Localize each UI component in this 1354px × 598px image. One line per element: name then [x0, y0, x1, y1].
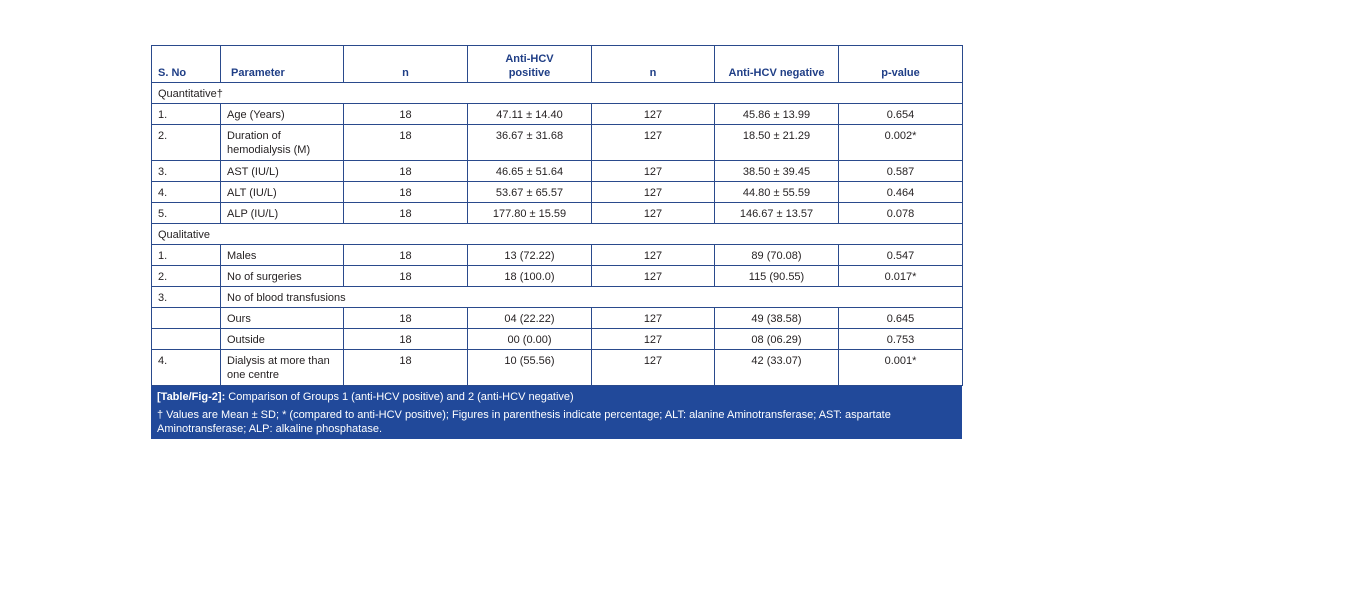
- cell-n-negative: 127: [592, 245, 715, 266]
- cell-sno: 3.: [152, 287, 221, 308]
- section-title: Quantitative†: [152, 83, 963, 104]
- cell-negative-value: 38.50 ± 39.45: [715, 161, 839, 182]
- header-anti-hcv-positive: Anti-HCV positive: [468, 46, 592, 83]
- dagger-symbol: †: [157, 409, 164, 421]
- header-row: [152, 46, 963, 83]
- cell-sno: [152, 329, 221, 350]
- cell-p-value: 0.547: [839, 245, 963, 266]
- cell-sno: 2.: [152, 125, 221, 161]
- cell-parameter: Dialysis at more than one centre: [221, 350, 344, 386]
- cell-positive-value: 47.11 ± 14.40: [468, 104, 592, 125]
- cell-positive-value: 177.80 ± 15.59: [468, 203, 592, 224]
- caption-label: [Table/Fig-2]:: [157, 391, 226, 403]
- cell-p-value: 0.002*: [839, 125, 963, 161]
- cell-n-negative: 127: [592, 329, 715, 350]
- cell-sno: [152, 308, 221, 329]
- table-row: [152, 287, 963, 308]
- cell-n-positive: 18: [344, 350, 468, 386]
- cell-p-value: 0.587: [839, 161, 963, 182]
- cell-n-positive: 18: [344, 161, 468, 182]
- cell-positive-value: 04 (22.22): [468, 308, 592, 329]
- cell-n-negative: 127: [592, 266, 715, 287]
- section-row-qualitative: [152, 224, 963, 245]
- table-row: [152, 245, 963, 266]
- cell-p-value: 0.017*: [839, 266, 963, 287]
- header-anti-hcv-negative: Anti-HCV negative: [715, 46, 839, 83]
- caption-text: Comparison of Groups 1 (anti-HCV positive) and 2 (anti-HCV negative): [225, 391, 574, 403]
- cell-positive-value: 18 (100.0): [468, 266, 592, 287]
- header-n-positive: n: [344, 46, 468, 83]
- cell-parameter: No of blood transfusions: [221, 287, 963, 308]
- cell-parameter: ALP (IU/L): [221, 203, 344, 224]
- cell-negative-value: 44.80 ± 55.59: [715, 182, 839, 203]
- cell-p-value: 0.753: [839, 329, 963, 350]
- cell-positive-value: 36.67 ± 31.68: [468, 125, 592, 161]
- cell-n-positive: 18: [344, 245, 468, 266]
- cell-n-positive: 18: [344, 203, 468, 224]
- section-title: Qualitative: [152, 224, 963, 245]
- table-row: [152, 329, 963, 350]
- footnote-text: Values are Mean ± SD; * (compared to anti-HCV positive); Figures in parenthesis indicate percentage; ALT: alanine Aminotransferase; AST: aspartate Aminotransferase; ALP: alkaline phosphatase.: [157, 409, 891, 435]
- cell-negative-value: 45.86 ± 13.99: [715, 104, 839, 125]
- cell-p-value: 0.645: [839, 308, 963, 329]
- table-row: [152, 161, 963, 182]
- table-row: [152, 308, 963, 329]
- cell-negative-value: 42 (33.07): [715, 350, 839, 386]
- cell-n-positive: 18: [344, 125, 468, 161]
- cell-parameter: Age (Years): [221, 104, 344, 125]
- table-row: [152, 182, 963, 203]
- cell-sno: 2.: [152, 266, 221, 287]
- cell-n-positive: 18: [344, 182, 468, 203]
- cell-n-negative: 127: [592, 308, 715, 329]
- cell-positive-value: 46.65 ± 51.64: [468, 161, 592, 182]
- cell-n-negative: 127: [592, 161, 715, 182]
- cell-n-negative: 127: [592, 182, 715, 203]
- cell-negative-value: 89 (70.08): [715, 245, 839, 266]
- cell-positive-value: 53.67 ± 65.57: [468, 182, 592, 203]
- cell-parameter: AST (IU/L): [221, 161, 344, 182]
- cell-n-positive: 18: [344, 266, 468, 287]
- cell-positive-value: 10 (55.56): [468, 350, 592, 386]
- table-row: [152, 350, 963, 386]
- cell-parameter: No of surgeries: [221, 266, 344, 287]
- cell-positive-value: 00 (0.00): [468, 329, 592, 350]
- cell-sno: 5.: [152, 203, 221, 224]
- caption-title: [157, 390, 956, 404]
- header-p-value: p-value: [839, 46, 963, 83]
- cell-negative-value: 146.67 ± 13.57: [715, 203, 839, 224]
- cell-parameter: ALT (IU/L): [221, 182, 344, 203]
- section-row-quantitative: [152, 83, 963, 104]
- cell-negative-value: 49 (38.58): [715, 308, 839, 329]
- table-row: [152, 203, 963, 224]
- cell-sno: 1.: [152, 245, 221, 266]
- table-row: [152, 125, 963, 161]
- header-parameter: Parameter: [221, 46, 344, 83]
- table-row: [152, 104, 963, 125]
- cell-n-positive: 18: [344, 308, 468, 329]
- cell-n-negative: 127: [592, 125, 715, 161]
- cell-parameter: Males: [221, 245, 344, 266]
- cell-negative-value: 08 (06.29): [715, 329, 839, 350]
- cell-parameter: Ours: [221, 308, 344, 329]
- header-n-negative: n: [592, 46, 715, 83]
- cell-n-negative: 127: [592, 104, 715, 125]
- caption-footnote: [157, 408, 956, 436]
- cell-n-positive: 18: [344, 104, 468, 125]
- cell-n-negative: 127: [592, 203, 715, 224]
- cell-parameter: Outside: [221, 329, 344, 350]
- cell-n-positive: 18: [344, 329, 468, 350]
- header-sno: S. No: [152, 46, 221, 83]
- cell-p-value: 0.001*: [839, 350, 963, 386]
- cell-p-value: 0.464: [839, 182, 963, 203]
- cell-negative-value: 18.50 ± 21.29: [715, 125, 839, 161]
- cell-positive-value: 13 (72.22): [468, 245, 592, 266]
- cell-parameter: Duration of hemodialysis (M): [221, 125, 344, 161]
- cell-p-value: 0.078: [839, 203, 963, 224]
- table-row: [152, 266, 963, 287]
- cell-sno: 4.: [152, 182, 221, 203]
- table-caption: [151, 386, 962, 439]
- cell-sno: 4.: [152, 350, 221, 386]
- comparison-table: [151, 45, 963, 386]
- cell-sno: 1.: [152, 104, 221, 125]
- cell-negative-value: 115 (90.55): [715, 266, 839, 287]
- cell-sno: 3.: [152, 161, 221, 182]
- cell-p-value: 0.654: [839, 104, 963, 125]
- cell-n-negative: 127: [592, 350, 715, 386]
- table-figure: [151, 45, 962, 439]
